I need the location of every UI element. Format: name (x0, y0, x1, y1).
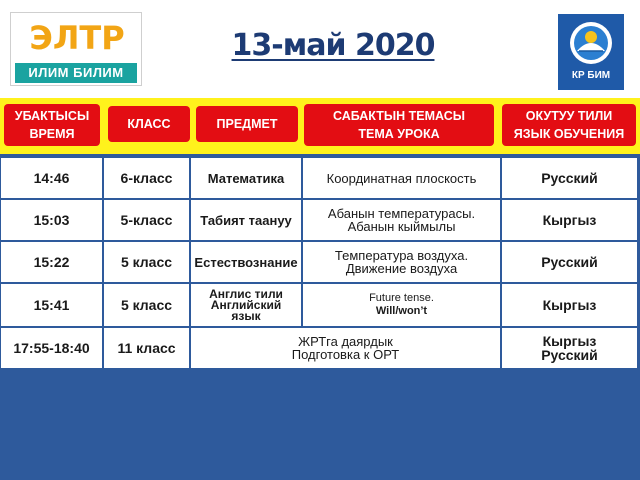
row-time: 15:03 (1, 200, 104, 240)
kyrgyz-emblem-icon (569, 21, 613, 65)
row-class: 5 класс (104, 242, 191, 282)
table-row (1, 200, 637, 240)
topic-line: Температура воздуха. (334, 248, 469, 263)
topic-line: Подготовка к ОРТ (291, 347, 400, 362)
topic-line: Will/won’t (375, 305, 428, 317)
row-subject (191, 200, 303, 240)
header-time-ky: УБАКТЫСЫ (14, 109, 90, 123)
topic-line: Абанын температурасы. (327, 206, 476, 221)
header-topic-ky: САБАКТЫН ТЕМАСЫ (333, 109, 465, 123)
row-subject-topic (191, 328, 502, 368)
row-subject (191, 242, 303, 282)
header-language (502, 104, 636, 146)
header-banner (0, 0, 640, 98)
topic-line: Абанын кыймылы (347, 219, 456, 234)
row-subject (191, 284, 303, 326)
topic-line: Движение воздуха (345, 261, 458, 276)
topic-line: ЖРТга даярдык (298, 334, 393, 349)
row-time: 17:55-18:40 (1, 328, 104, 368)
eltr-logo-mark (17, 19, 137, 55)
row-topic (303, 284, 502, 326)
language-line: Русский (541, 347, 598, 363)
row-language (502, 284, 637, 326)
header-language-ru: ЯЗЫК ОБУЧЕНИЯ (513, 127, 625, 141)
row-time: 14:46 (1, 158, 104, 198)
table-row (1, 242, 637, 282)
row-class: 6-класс (104, 158, 191, 198)
topic-line: Future tense. (369, 292, 434, 304)
row-class: 11 класс (104, 328, 191, 368)
row-language (502, 200, 637, 240)
language-line: Русский (541, 254, 598, 270)
subject-line: Английский (210, 297, 282, 312)
table-row (1, 158, 637, 198)
header-time (4, 104, 100, 146)
language-line: Кыргыз (542, 297, 597, 313)
subject-line: Естествознание (194, 254, 298, 270)
page-title-date: 13-май 2020 (231, 28, 435, 63)
ministry-logo (558, 14, 624, 90)
row-subject (191, 158, 303, 198)
subject-line: Математика (207, 170, 285, 186)
row-topic (303, 200, 502, 240)
header-class: КЛАСС (108, 106, 190, 142)
language-line: Русский (541, 170, 598, 186)
header-topic-ru: ТЕМА УРОКА (358, 127, 440, 141)
row-language (502, 158, 637, 198)
logo-subtitle: ИЛИМ БИЛИМ (15, 63, 137, 83)
header-language-ky: ОКУТУУ ТИЛИ (525, 109, 613, 123)
subject-line: язык (231, 308, 261, 323)
header-topic (304, 104, 494, 146)
row-topic (303, 158, 502, 198)
row-time: 15:22 (1, 242, 104, 282)
table-row (1, 284, 637, 326)
subject-line: Табият таануу (200, 212, 292, 228)
table-row (1, 328, 637, 368)
subject-line: Англис тили (209, 286, 283, 301)
eltr-logo (10, 12, 142, 86)
row-class: 5-класс (104, 200, 191, 240)
row-class: 5 класс (104, 284, 191, 326)
row-language (502, 242, 637, 282)
column-header-band (0, 98, 640, 154)
row-topic (303, 242, 502, 282)
logo-main-text: ЭЛТР (29, 19, 125, 55)
header-subject: ПРЕДМЕТ (196, 106, 298, 142)
row-language (502, 328, 637, 368)
ministry-label: КР БИМ (571, 70, 611, 81)
row-time: 15:41 (1, 284, 104, 326)
language-line: Кыргыз (542, 333, 597, 349)
header-time-ru: ВРЕМЯ (29, 127, 75, 141)
topic-line: Координатная плоскость (326, 170, 477, 186)
language-line: Кыргыз (542, 212, 597, 228)
